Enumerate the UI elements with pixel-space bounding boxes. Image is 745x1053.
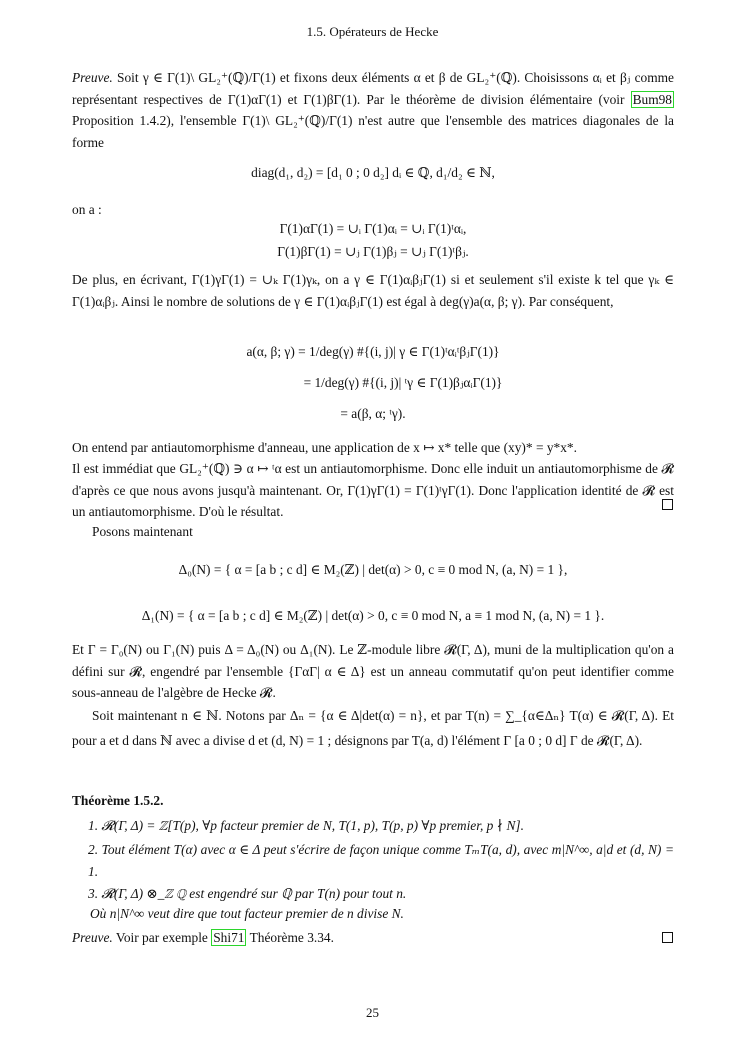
theorem-heading: Théorème 1.5.2.	[72, 793, 164, 808]
proof-paragraph-3: On entend par antiautomorphisme d'anneau, une application de x ↦ x* telle que (xy)* = y*x*.	[72, 440, 577, 455]
qed-square-icon	[662, 499, 673, 510]
equation-beta-coset: Γ(1)βΓ(1) = ∪ⱼ Γ(1)βⱼ = ∪ⱼ Γ(1)ᵗβⱼ.	[277, 244, 469, 259]
equation-a-3: = a(β, α; ᵗγ).	[340, 406, 406, 421]
theorem-title	[72, 790, 674, 812]
proof-label: Preuve.	[72, 70, 113, 85]
proof-label: Preuve.	[72, 930, 113, 945]
running-header: 1.5. Opérateurs de Hecke	[306, 24, 439, 39]
proof-paragraph-5	[72, 927, 674, 949]
proof-paragraph-2: De plus, en écrivant, Γ(1)γΓ(1) = ∪ₖ Γ(1)γₖ, on a γ ∈ Γ(1)αᵢβⱼΓ(1) si et seulement s'il existe k tel que γₖ ∈ Γ(1)αᵢβⱼ. Ainsi le nombre de solutions de γ ∈ Γ(1)αᵢβⱼΓ(1) est égal à deg(γ)a(α, β; γ). Par conséquent,	[72, 272, 674, 309]
theorem-note: Où n|N^∞ veut dire que tout facteur premier de n divise N.	[90, 906, 404, 921]
proof-paragraph-4: Il est immédiat que GL₂⁺(ℚ) ∋ α ↦ ᵗα est un antiautomorphisme. Donc elle induit un antiautomorphisme de 𝓡 d'après ce que nous avons jusqu'à maintenant. Or, Γ(1)γΓ(1) = Γ(1)ᵗγΓ(1). Donc l'application identité de 𝓡 est un antiautomorphisme. D'où le résultat.	[72, 461, 674, 519]
proof-text: Théorème 3.34.	[246, 930, 334, 945]
proof-text: Voir par exemple	[112, 930, 212, 945]
equation-a-2: = 1/deg(γ) #{(i, j)| ᵗγ ∈ Γ(1)βⱼαᵢΓ(1)}	[303, 375, 503, 390]
theorem-item-2: 2. Tout élément T(α) avec α ∈ Δ peut s'écrire de façon unique comme TₘT(a, d), avec m|N^∞, a|d et (d, N) = 1.	[88, 842, 674, 879]
theorem-item-1: 1. 𝓡(Γ, Δ) = ℤ[T(p), ∀p facteur premier de N, T(1, p), T(p, p) ∀p premier, p ∤ N].	[88, 818, 524, 833]
equation-diag: diag(d₁, d₂) = [d₁ 0 ; 0 d₂] dᵢ ∈ ℚ, d₁/d₂ ∈ ℕ,	[251, 165, 495, 180]
paragraph-ring: Et Γ = Γ₀(N) ou Γ₁(N) puis Δ = Δ₀(N) ou Δ₁(N). Le ℤ-module libre 𝓡(Γ, Δ), muni de la multiplication qu'on a défini sur 𝓡, engendré par l'ensemble {ΓαΓ| α ∈ Δ} est un anneau commutatif qu'on peut identifier comme sous-anneau de l'algèbre de Hecke 𝓡.	[72, 642, 674, 700]
proof-paragraph-1	[72, 67, 674, 153]
qed-square-icon	[662, 932, 673, 943]
equation-delta0: Δ₀(N) = { α = [a b ; c d] ∈ M₂(ℤ) | det(α) > 0, c ≡ 0 mod N, (a, N) = 1 },	[178, 562, 568, 577]
text-on-a: on a :	[72, 202, 102, 217]
page-number: 25	[366, 1005, 379, 1020]
paragraph-hecke-operators: Soit maintenant n ∈ ℕ. Notons par Δₙ = {α ∈ Δ|det(α) = n}, et par T(n) = ∑_{α∈Δₙ} T(α) ∈ 𝓡(Γ, Δ). Et pour a et d dans ℕ avec a divise d et (d, N) = 1 ; désignons par T(a, d) l'élément Γ [a 0 ; 0 d] Γ de 𝓡(Γ, Δ).	[72, 708, 674, 748]
citation-link-shi71[interactable]: Shi71	[213, 930, 245, 945]
equation-delta1: Δ₁(N) = { α = [a b ; c d] ∈ M₂(ℤ) | det(α) > 0, c ≡ 0 mod N, a ≡ 1 mod N, (a, N) = 1 }.	[141, 608, 605, 623]
proof-text: Soit γ ∈ Γ(1)\ GL₂⁺(ℚ)/Γ(1) et fixons deux éléments α et β de GL₂⁺(ℚ). Choisissons αᵢ et βⱼ comme représentant respectives de Γ(1)αΓ(1) et Γ(1)βΓ(1). Par le théorème de division élémentaire (voir	[72, 70, 674, 107]
equation-a-1: a(α, β; γ) = 1/deg(γ) #{(i, j)| γ ∈ Γ(1)ᵗαᵢᵗβⱼΓ(1)}	[246, 344, 500, 359]
citation-link-bum98[interactable]: Bum98	[632, 91, 672, 107]
theorem-item-3: 3. 𝓡(Γ, Δ) ⊗_ℤ ℚ est engendré sur ℚ par T(n) pour tout n.	[88, 886, 407, 901]
posons-text: Posons maintenant	[92, 524, 193, 539]
equation-alpha-coset: Γ(1)αΓ(1) = ∪ᵢ Γ(1)αᵢ = ∪ᵢ Γ(1)ᵗαᵢ,	[279, 221, 467, 236]
proof-text: Proposition 1.4.2), l'ensemble Γ(1)\ GL₂⁺(ℚ)/Γ(1) n'est autre que l'ensemble des matrices diagonales de la forme	[72, 113, 674, 150]
